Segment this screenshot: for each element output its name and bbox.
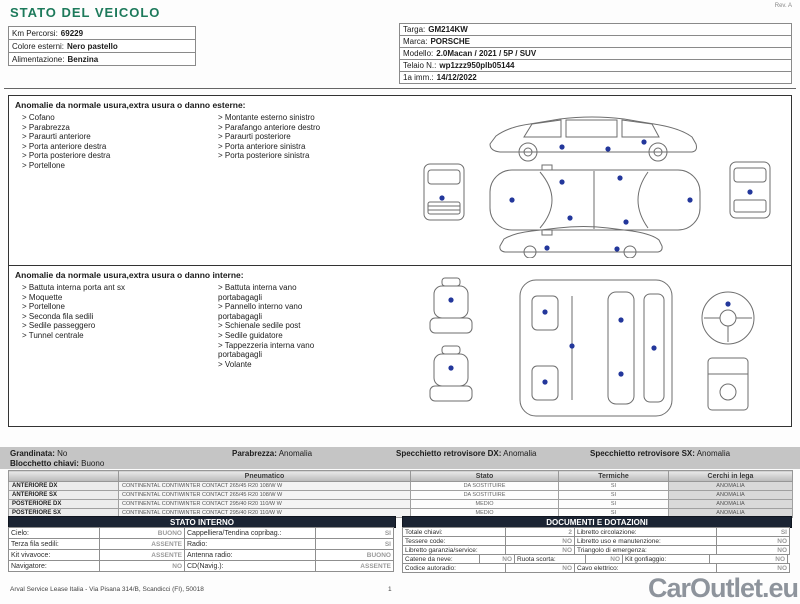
anomaly-item: > Porta posteriore destra: [22, 151, 218, 161]
internal-anomalies-title: Anomalie da normale usura,extra usura o danno interne:: [15, 270, 244, 280]
tire-position: POSTERIORE DX: [9, 500, 119, 509]
anomaly-item: > Portellone: [22, 161, 218, 171]
internal-anomalies-col1: [22, 283, 218, 369]
damage-dot: [448, 365, 453, 370]
info-label: Targa:: [403, 25, 426, 34]
center-console: [708, 358, 748, 410]
panel-label: CD(Navig.):: [184, 560, 316, 572]
cabin-plan-view: [520, 280, 672, 416]
damage-dot: [567, 215, 572, 220]
tire-header-termiche: Termiche: [559, 471, 669, 482]
status-band: [0, 447, 800, 469]
panel-value: SI: [315, 538, 394, 550]
damage-dot: [559, 144, 564, 149]
external-anomalies-col2: [218, 113, 418, 171]
damage-dot: [569, 343, 574, 348]
info-value: wp1zzz950plb05144: [439, 61, 515, 70]
anomaly-item: > Montante esterno sinistro: [218, 113, 418, 123]
tire-thermal: SI: [559, 509, 669, 518]
panel-label: Libretto garanzia/service:: [402, 545, 506, 555]
panel-row: [8, 561, 396, 572]
tire-header-stato: Stato: [411, 471, 559, 482]
anomaly-item: > Pannello interno vano portabagagli: [218, 302, 336, 321]
panel-value: ASSENTE: [99, 538, 185, 550]
info-row: [8, 39, 196, 53]
status-label: Specchietto retrovisore DX:: [396, 449, 502, 458]
panel-label: Kit gonfiaggio:: [622, 554, 710, 564]
tire-thermal: SI: [559, 491, 669, 500]
documents-title: DOCUMENTI E DOTAZIONI: [402, 516, 792, 528]
damage-dot: [439, 195, 444, 200]
anomaly-item: > Cofano: [22, 113, 218, 123]
damage-dot: [618, 371, 623, 376]
damage-dot: [559, 179, 564, 184]
tire-status: MEDIO: [411, 500, 559, 509]
panel-value: SI: [716, 527, 790, 537]
internal-anomalies-section: [9, 266, 791, 426]
status-item: [10, 449, 67, 458]
panel-value: NO: [479, 554, 515, 564]
status-value: Anomalia: [696, 449, 731, 458]
info-row: [8, 26, 196, 40]
panel-value: BUONO: [315, 549, 394, 561]
anomaly-item: > Battuta interna porta ant sx: [22, 283, 218, 293]
tire-description: CONTINENTAL CONTIWINTER CONTACT 265/45 R20 108/W W: [119, 482, 411, 491]
info-label: 1a imm.:: [403, 73, 434, 82]
status-item: [396, 449, 537, 458]
damage-dot: [448, 297, 453, 302]
anomaly-item: > Porta anteriore sinistra: [218, 142, 418, 152]
info-value: PORSCHE: [430, 37, 471, 46]
tire-rim-status: ANOMALIA: [669, 482, 793, 491]
page-title: STATO DEL VEICOLO: [10, 5, 161, 20]
interior-status-panel: [8, 516, 396, 572]
damage-dot: [614, 246, 619, 251]
panel-value: NO: [709, 554, 788, 564]
info-value: GM214KW: [428, 25, 468, 34]
status-value: Buono: [81, 459, 105, 468]
panel-value: ASSENTE: [315, 560, 394, 572]
info-value: Benzina: [67, 54, 99, 64]
anomaly-item: > Volante: [218, 360, 336, 370]
info-label: Telaio N.:: [403, 61, 437, 70]
car-side-view: [490, 117, 697, 161]
anomaly-item: > Paraurti anteriore: [22, 132, 218, 142]
info-row: [399, 71, 792, 84]
damage-dot: [747, 189, 752, 194]
anomaly-item: > Tunnel centrale: [22, 331, 218, 341]
front-seat-2: [430, 346, 472, 401]
tire-header-blank: [9, 471, 119, 482]
damage-dot: [617, 175, 622, 180]
tire-thermal: SI: [559, 482, 669, 491]
info-value: 14/12/2022: [436, 73, 477, 82]
steering-wheel: [702, 292, 754, 344]
tire-rim-status: ANOMALIA: [669, 491, 793, 500]
anomaly-item: > Sedile guidatore: [218, 331, 336, 341]
tire-rim-status: ANOMALIA: [669, 509, 793, 518]
info-value: 2.0Macan / 2021 / 5P / SUV: [436, 49, 537, 58]
damage-dot: [544, 245, 549, 250]
anomaly-item: > Paraurti posteriore: [218, 132, 418, 142]
panel-value: NO: [505, 563, 575, 573]
panel-row: [402, 564, 792, 573]
damage-dot: [687, 197, 692, 202]
internal-anomalies-col2: [218, 283, 336, 369]
panel-label: Cappelliera/Tendina copribag.:: [184, 527, 316, 539]
status-value: No: [57, 449, 68, 458]
panel-label: Radio:: [184, 538, 316, 550]
front-seat-1: [430, 278, 472, 333]
status-item: [590, 449, 730, 458]
info-row: [8, 52, 196, 66]
header-divider: [4, 88, 796, 89]
anomaly-item: > Portellone: [22, 302, 218, 312]
anomaly-item: > Parafango anteriore destro: [218, 123, 418, 133]
panel-label: Cielo:: [8, 527, 100, 539]
documents-panel: [402, 516, 792, 573]
info-label: Colore esterni:: [12, 41, 65, 51]
panel-label: Antenna radio:: [184, 549, 316, 561]
tire-status: DA SOSTITUIRE: [411, 482, 559, 491]
vehicle-info-right: [399, 23, 792, 84]
panel-value: NO: [716, 545, 790, 555]
panel-value: ASSENTE: [99, 549, 185, 561]
panel-label: Terza fila sedili:: [8, 538, 100, 550]
footer-page-number: 1: [388, 586, 392, 593]
info-label: Km Percorsi:: [12, 28, 58, 38]
status-label: Specchietto retrovisore SX:: [590, 449, 695, 458]
panel-label: Tessere code:: [402, 536, 506, 546]
tire-row: [9, 491, 793, 500]
anomaly-item: > Sedile passeggero: [22, 321, 218, 331]
anomaly-item: > Porta posteriore sinistra: [218, 151, 418, 161]
tire-row: [9, 482, 793, 491]
external-anomalies-title: Anomalie da normale usura,extra usura o danno esterne:: [15, 100, 246, 110]
status-item: [232, 449, 312, 458]
tire-description: CONTINENTAL CONTIWINTER CONTACT 295/40 R20 110/W W: [119, 500, 411, 509]
panel-label: Codice autoradio:: [402, 563, 506, 573]
anomalies-box: [8, 95, 792, 427]
footer-company: Arval Service Lease Italia - Via Pisana 314/B, Scandicci (FI), 50018: [10, 586, 204, 593]
panel-value: SI: [315, 527, 394, 539]
interior-status-title: STATO INTERNO: [8, 516, 396, 528]
anomaly-item: > Seconda fila sedili: [22, 312, 218, 322]
anomaly-item: > Parabrezza: [22, 123, 218, 133]
tire-thermal: SI: [559, 500, 669, 509]
anomaly-item: > Porta anteriore destra: [22, 142, 218, 152]
panel-label: Cavo elettrico:: [574, 563, 717, 573]
revision-label: Rev. A: [774, 3, 792, 9]
tire-position: POSTERIORE SX: [9, 509, 119, 518]
panel-value: NO: [505, 545, 575, 555]
tire-header-pneumatico: Pneumatico: [119, 471, 411, 482]
damage-dot: [605, 146, 610, 151]
caroutlet-watermark: CarOutlet.eu: [647, 573, 798, 603]
info-value: Nero pastello: [67, 41, 118, 51]
damage-dot: [509, 197, 514, 202]
damage-dots-exterior: [439, 139, 752, 251]
car-side-view-opposite: [500, 227, 662, 259]
panel-label: Catene da neve:: [402, 554, 480, 564]
panel-value: NO: [716, 563, 790, 573]
status-item: [10, 459, 104, 468]
vehicle-info-left: [8, 26, 196, 66]
car-exterior-damage-diagram: [411, 108, 781, 258]
status-value: Anomalia: [503, 449, 537, 458]
panel-value: NO: [99, 560, 185, 572]
tire-header-cerchi: Cerchi in lega: [669, 471, 793, 482]
tire-position: ANTERIORE DX: [9, 482, 119, 491]
tire-rim-status: ANOMALIA: [669, 500, 793, 509]
anomaly-item: > Tappezzeria interna vano portabagagli: [218, 341, 336, 360]
panel-label: Totale chiavi:: [402, 527, 506, 537]
tire-row: [9, 500, 793, 509]
anomaly-item: > Schienale sedile post: [218, 321, 336, 331]
info-label: Alimentazione:: [12, 54, 65, 64]
damage-dot: [651, 345, 656, 350]
info-label: Marca:: [403, 37, 428, 46]
panel-value: 2: [505, 527, 575, 537]
panel-value: NO: [505, 536, 575, 546]
tire-description: CONTINENTAL CONTIWINTER CONTACT 265/45 R20 108/W W: [119, 491, 411, 500]
status-label: Grandinata:: [10, 449, 55, 458]
panel-value: NO: [585, 554, 623, 564]
tire-status: DA SOSTITUIRE: [411, 491, 559, 500]
info-label: Modello:: [403, 49, 434, 58]
anomaly-item: > Battuta interna vano portabagagli: [218, 283, 336, 302]
status-label: Parabrezza:: [232, 449, 277, 458]
panel-label: Libretto circolazione:: [574, 527, 717, 537]
panel-label: Kit vivavoce:: [8, 549, 100, 561]
tire-header-row: [9, 471, 793, 482]
damage-dots-interior: [448, 297, 730, 384]
car-interior-damage-diagram: [411, 276, 781, 421]
panel-label: Navigatore:: [8, 560, 100, 572]
panel-label: Ruota scorta:: [514, 554, 586, 564]
damage-dot: [725, 301, 730, 306]
tire-table: [8, 470, 793, 518]
status-value: Anomalia: [278, 449, 313, 458]
panel-value: BUONO: [99, 527, 185, 539]
damage-dot: [641, 139, 646, 144]
panel-value: NO: [716, 536, 790, 546]
external-anomalies-col1: [22, 113, 218, 171]
damage-dot: [542, 379, 547, 384]
status-label: Blocchetto chiavi:: [10, 459, 79, 468]
anomaly-item: > Moquette: [22, 293, 218, 303]
car-front-view: [424, 164, 464, 220]
car-top-view: [490, 165, 700, 235]
tire-position: ANTERIORE SX: [9, 491, 119, 500]
panel-label: Libretto uso e manutenzione:: [574, 536, 717, 546]
info-value: 69229: [60, 28, 84, 38]
tire-description: CONTINENTAL CONTIWINTER CONTACT 295/40 R20 110/W W: [119, 509, 411, 518]
external-anomalies-section: [9, 96, 791, 266]
damage-dot: [618, 317, 623, 322]
tire-status: MEDIO: [411, 509, 559, 518]
damage-dot: [623, 219, 628, 224]
panel-label: Triangolo di emergenza:: [574, 545, 717, 555]
damage-dot: [542, 309, 547, 314]
